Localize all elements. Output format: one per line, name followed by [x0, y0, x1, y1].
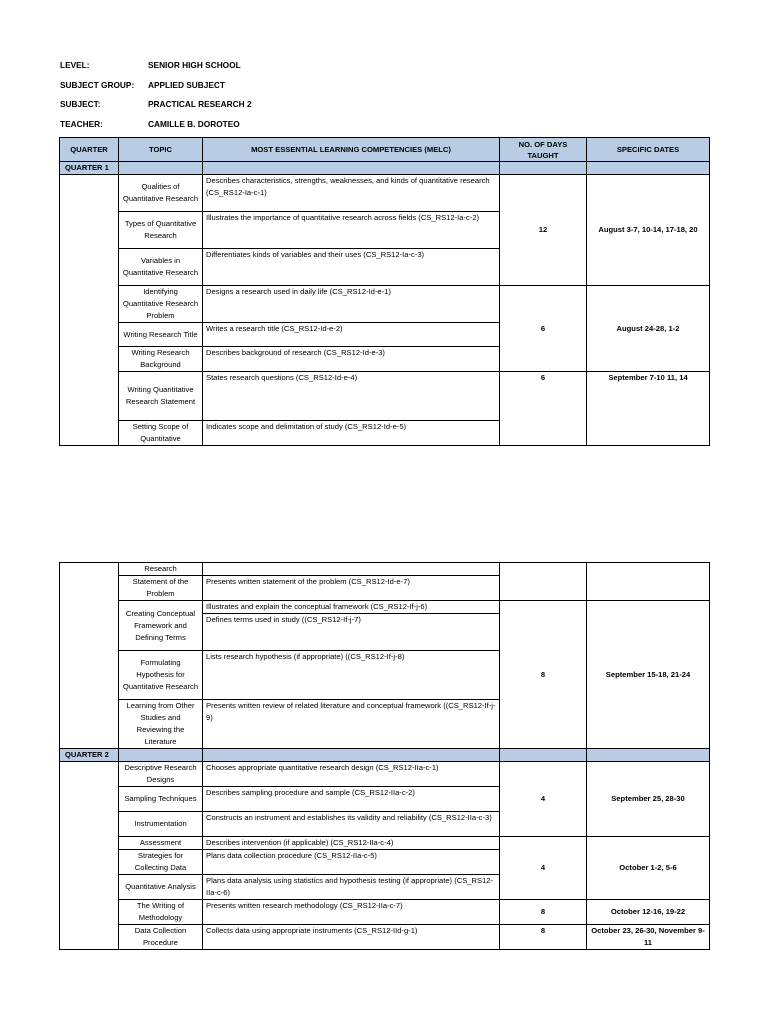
topic-cell: Learning from Other Studies and Reviewing the Literature — [119, 700, 203, 749]
header-quarter: QUARTER — [60, 138, 119, 162]
teacher-value: CAMILLE B. DOROTEO — [148, 119, 240, 129]
quarter-1-label: QUARTER 1 — [60, 162, 119, 175]
melc-cell: Presents written research methodology (CS_RS12-IIa-c-7) — [203, 900, 500, 925]
melc-table-page-2 — [59, 562, 710, 950]
topic-cell: Sampling Techniques — [119, 787, 203, 812]
days-cell: 8 — [500, 601, 587, 749]
header-topic: TOPIC — [119, 138, 203, 162]
melc-cell: Describes background of research (CS_RS12-Id-e-3) — [203, 347, 500, 372]
dates-cell: September 25, 28-30 — [587, 762, 710, 837]
table-header-row — [60, 138, 710, 162]
melc-cell: Lists research hypothesis (if appropriate) ((CS_RS12-If-j-8) — [203, 651, 500, 700]
melc-cell: Plans data collection procedure (CS_RS12-IIa-c-5) — [203, 850, 500, 875]
topic-cell: Descriptive Research Designs — [119, 762, 203, 787]
quarter-2-label: QUARTER 2 — [60, 749, 119, 762]
topic-cell: Types of Quantitative Research — [119, 212, 203, 249]
topic-cell: Research — [119, 563, 203, 576]
subject-label: SUBJECT: — [60, 99, 101, 109]
melc-cell: Designs a research used in daily life (CS_RS12-Id-e-1) — [203, 286, 500, 323]
table-row — [60, 175, 710, 212]
dates-cell: August 3-7, 10-14, 17-18, 20 — [587, 175, 710, 286]
table-row — [60, 925, 710, 950]
topic-cell: Qualities of Quantitative Research — [119, 175, 203, 212]
melc-cell: Illustrates the importance of quantitative research across fields (CS_RS12-Ia-c-2) — [203, 212, 500, 249]
table-row — [60, 563, 710, 576]
melc-cell: Indicates scope and delimitation of study (CS_RS12-Id-e-5) — [203, 421, 500, 446]
melc-cell: Constructs an instrument and establishes its validity and reliability (CS_RS12-IIa-c-3) — [203, 812, 500, 837]
melc-cell: States research questions (CS_RS12-Id-e-4) — [203, 372, 500, 421]
quarter-row — [60, 749, 710, 762]
header-melc: MOST ESSENTIAL LEARNING COMPETENCIES (MELC) — [203, 138, 500, 162]
melc-cell: Plans data analysis using statistics and hypothesis testing (if appropriate) (CS_RS12-IIa-c-6) — [203, 875, 500, 900]
topic-cell: Statement of the Problem — [119, 576, 203, 601]
melc-cell: Differentiates kinds of variables and their uses (CS_RS12-Ia-c-3) — [203, 249, 500, 286]
dates-cell: October 23, 26-30, November 9-11 — [587, 925, 710, 950]
topic-cell: Creating Conceptual Framework and Defining Terms — [119, 601, 203, 651]
dates-cell: October 1-2, 5-6 — [587, 837, 710, 900]
topic-cell: Instrumentation — [119, 812, 203, 837]
dates-cell — [587, 563, 710, 601]
level-value: SENIOR HIGH SCHOOL — [148, 60, 241, 70]
subject-group-label: SUBJECT GROUP: — [60, 80, 135, 90]
topic-cell: Strategies for Collecting Data — [119, 850, 203, 875]
days-cell: 8 — [500, 900, 587, 925]
melc-cell — [203, 563, 500, 576]
melc-cell: Defines terms used in study ((CS_RS12-If-j-7) — [203, 614, 500, 651]
table-row — [60, 762, 710, 787]
dates-cell: August 24-28, 1-2 — [587, 286, 710, 372]
melc-cell: Writes a research title (CS_RS12-Id-e-2) — [203, 323, 500, 347]
table-row — [60, 837, 710, 850]
days-cell: 4 — [500, 837, 587, 900]
topic-cell: Data Collection Procedure — [119, 925, 203, 950]
quarter-cell — [60, 762, 119, 950]
header-dates: SPECIFIC DATES — [587, 138, 710, 162]
quarter-cell — [60, 563, 119, 749]
dates-cell: September 15-18, 21-24 — [587, 601, 710, 749]
melc-cell: Presents written review of related literature and conceptual framework ((CS_RS12-If-j-9) — [203, 700, 500, 749]
table-row — [60, 286, 710, 323]
topic-cell: Formulating Hypothesis for Quantitative Research — [119, 651, 203, 700]
header-days: NO. OF DAYS TAUGHT — [500, 138, 587, 162]
melc-cell: Chooses appropriate quantitative research design (CS_RS12-IIa-c-1) — [203, 762, 500, 787]
melc-cell: Describes characteristics, strengths, weaknesses, and kinds of quantitative research (CS_RS12-Ia-c-1) — [203, 175, 500, 212]
table-row — [60, 601, 710, 614]
quarter-cell — [60, 175, 119, 446]
melc-cell: Presents written statement of the problem (CS_RS12-Id-e-7) — [203, 576, 500, 601]
topic-cell: Variables in Quantitative Research — [119, 249, 203, 286]
days-cell: 12 — [500, 175, 587, 286]
dates-cell: October 12-16, 19-22 — [587, 900, 710, 925]
topic-cell: Quantitative Analysis — [119, 875, 203, 900]
melc-cell: Illustrates and explain the conceptual framework (CS_RS12-If-j-6) — [203, 601, 500, 614]
topic-cell: Writing Research Title — [119, 323, 203, 347]
melc-cell: Collects data using appropriate instruments (CS_RS12-IId-g-1) — [203, 925, 500, 950]
dates-cell: September 7-10 11, 14 — [587, 372, 710, 446]
days-cell: 4 — [500, 762, 587, 837]
topic-cell: Writing Quantitative Research Statement — [119, 372, 203, 421]
quarter-row — [60, 162, 710, 175]
subject-group-value: APPLIED SUBJECT — [148, 80, 225, 90]
melc-table-page-1 — [59, 137, 710, 446]
topic-cell: Identifying Quantitative Research Problem — [119, 286, 203, 323]
days-cell: 8 — [500, 925, 587, 950]
level-label: LEVEL: — [60, 60, 90, 70]
table-row — [60, 900, 710, 925]
topic-cell: Setting Scope of Quantitative — [119, 421, 203, 446]
topic-cell: The Writing of Methodology — [119, 900, 203, 925]
topic-cell: Assessment — [119, 837, 203, 850]
melc-cell: Describes intervention (if applicable) (CS_RS12-IIa-c-4) — [203, 837, 500, 850]
days-cell: 6 — [500, 372, 587, 446]
teacher-label: TEACHER: — [60, 119, 103, 129]
melc-cell: Describes sampling procedure and sample (CS_RS12-IIa-c-2) — [203, 787, 500, 812]
table-row — [60, 372, 710, 421]
days-cell: 6 — [500, 286, 587, 372]
subject-value: PRACTICAL RESEARCH 2 — [148, 99, 252, 109]
topic-cell: Writing Research Background — [119, 347, 203, 372]
days-cell — [500, 563, 587, 601]
